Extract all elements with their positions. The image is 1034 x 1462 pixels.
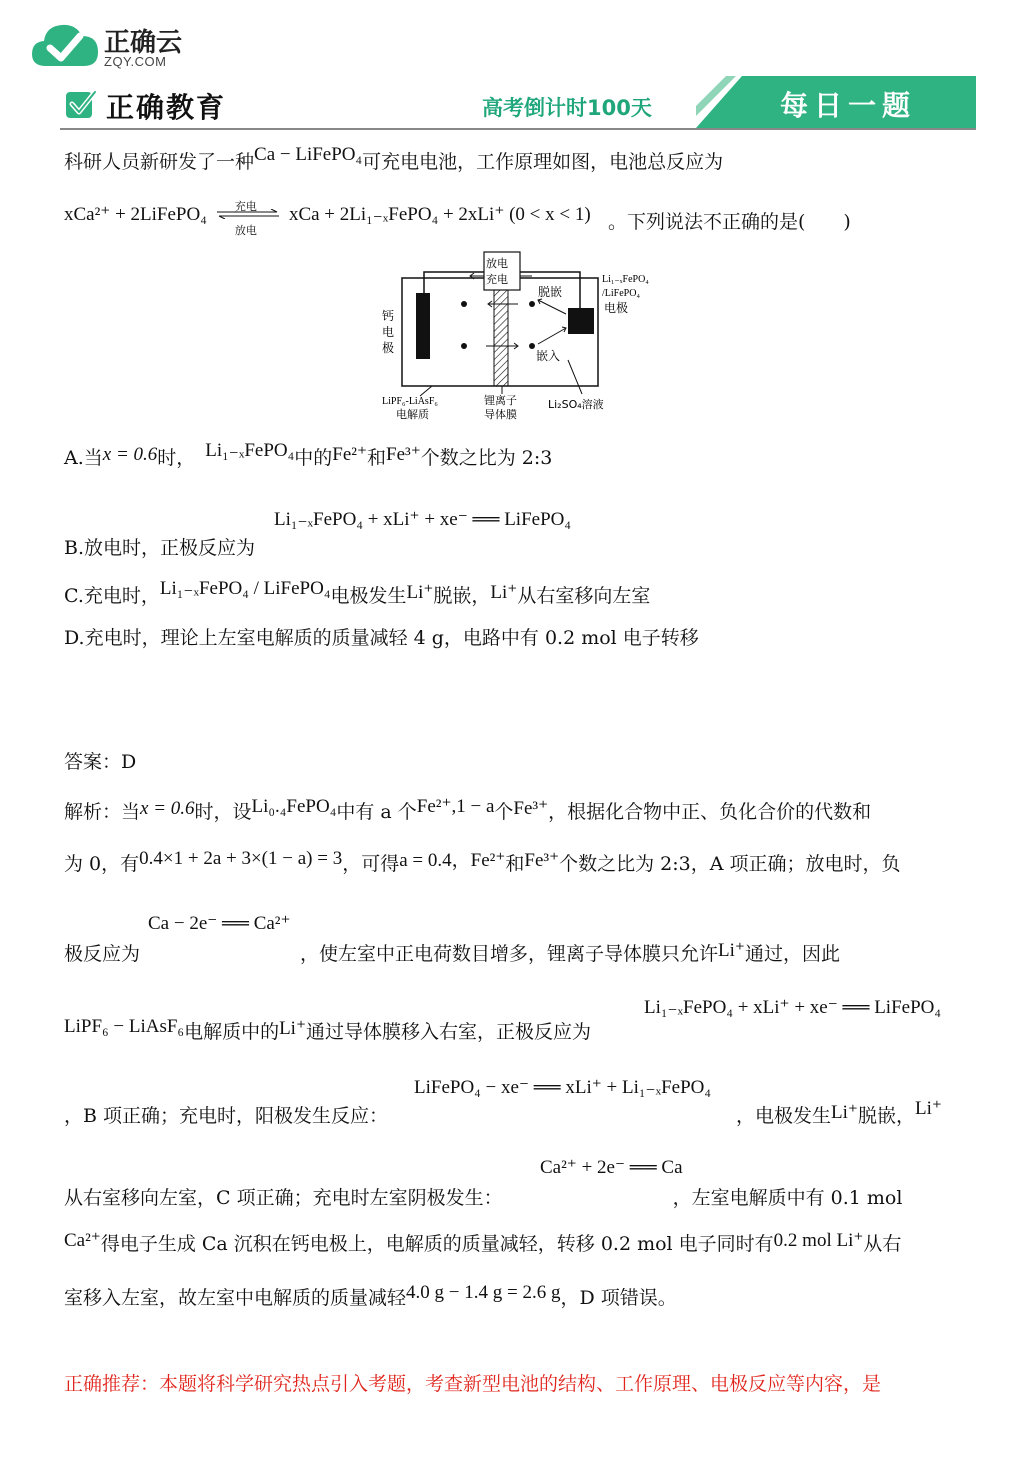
analysis-line8: 室移入左室，故左室中电解质的质量减轻4.0 g − 1.4 g = 2.6 g，D 项错误。 <box>64 1282 677 1309</box>
answer-label: 答案：D <box>64 751 137 773</box>
cloud-check-logo-icon <box>30 16 100 72</box>
label-membrane-2: 导体膜 <box>484 408 517 421</box>
recommendation-text: 正确推荐：本题将科学研究热点引入考题，考查新型电池的结构、工作原理、电极反应等内容，是 <box>64 1373 882 1395</box>
banner-title: 每日一题 <box>780 89 917 122</box>
reversible-arrow: 充电 放电 <box>213 203 283 227</box>
label-electrolyte-1: LiPF₆-LiAsF₆ <box>382 396 438 407</box>
option-b-equation: Li₁₋ₓFePO₄ + xLi⁺ + xe⁻ ══ LiFePO₄ <box>274 509 571 530</box>
label-right-3: 电极 <box>604 301 629 315</box>
analysis-line6: 从右室移向左室，C 项正确；充电时左室阴极发生： ，左室电解质中有 0.1 mol <box>64 1187 903 1209</box>
analysis-eq-cathode: Li₁₋ₓFePO₄ + xLi⁺ + xe⁻ ══ LiFePO₄ <box>644 997 941 1018</box>
option-a: A.当x = 0.6时， Li₁₋ₓFePO₄中的Fe²⁺和Fe³⁺个数之比为 2:3 <box>64 440 553 469</box>
label-right-1: Li₁₋ₓFePO₄ <box>602 274 649 285</box>
analysis-line2: 为 0，有0.4×1 + 2a + 3×(1 − a) = 3，可得a = 0.4，Fe²⁺和Fe³⁺个数之比为 2:3，A 项正确；放电时，负 <box>64 848 901 875</box>
brand-url: ZQY.COM <box>104 54 167 69</box>
analysis-line4: LiPF₆ − LiAsF₆电解质中的Li⁺通过导体膜移入右室，正极反应为 <box>64 1016 592 1043</box>
option-c: C.充电时，Li₁₋ₓFePO₄ / LiFePO₄电极发生Li⁺脱嵌，Li⁺从右室移向左室 <box>64 578 651 607</box>
analysis-eq-anode: Ca − 2e⁻ ══ Ca²⁺ <box>148 913 291 934</box>
label-ca-2: 电 <box>382 325 395 339</box>
label-membrane-1: 锂离子 <box>484 394 517 407</box>
countdown-text: 高考倒计时100天 <box>482 96 652 120</box>
label-detach: 脱嵌 <box>538 285 563 299</box>
analysis-line5: ，B 项正确；充电时，阳极发生反应： ，电极发生Li⁺脱嵌，Li⁺ <box>64 1098 942 1127</box>
brand-name: 正确云 <box>104 28 183 58</box>
label-insert: 嵌入 <box>536 349 561 363</box>
option-d: D.充电时，理论上左室电解质的质量减轻 4 g，电路中有 0.2 mol 电子转移 <box>64 627 699 649</box>
analysis-eq-charge: LiFePO₄ − xe⁻ ══ xLi⁺ + Li₁₋ₓFePO₄ <box>414 1077 711 1098</box>
analysis-line1: 解析：当x = 0.6时，设Li₀.₄FePO₄中有 a 个Fe²⁺,1 − a个Fe³⁺，根据化合物中正、负化合价的代数和 <box>64 796 872 823</box>
label-electrolyte-2: 电解质 <box>396 408 429 421</box>
battery-diagram <box>372 248 682 426</box>
question-equation: xCa²⁺ + 2LiFePO₄ 充电 放电 xCa + 2Li₁₋ₓFePO₄ + 2xLi⁺ (0 < x < 1) <box>64 200 591 237</box>
label-charge: 充电 <box>486 273 508 286</box>
analysis-line7: Ca²⁺得电子生成 Ca 沉积在钙电极上，电解质的质量减轻，转移 0.2 mol 电子同时有0.2 mol Li⁺从右 <box>64 1230 902 1255</box>
label-ca-3: 极 <box>382 341 395 355</box>
question-stem-line1: 科研人员新研发了一种Ca − LiFePO₄可充电电池，工作原理如图，电池总反应为 <box>64 144 724 173</box>
option-b: B.放电时，正极反应为 <box>64 537 256 559</box>
label-discharge: 放电 <box>486 257 508 270</box>
question-stem-end: 。下列说法不正确的是( ) <box>608 211 851 233</box>
analysis-line3: 极反应为 ，使左室中正电荷数目增多，锂离子导体膜只允许Li⁺通过，因此 <box>64 940 840 965</box>
header-divider <box>60 128 976 130</box>
analysis-eq-deposit: Ca²⁺ + 2e⁻ ══ Ca <box>540 1157 683 1178</box>
edu-title: 正确教育 <box>106 91 227 124</box>
label-right-2: /LiFePO₄ <box>602 288 640 299</box>
label-solution: Li₂SO₄溶液 <box>548 398 604 411</box>
label-ca-1: 钙 <box>382 309 395 323</box>
check-square-icon <box>64 88 98 122</box>
